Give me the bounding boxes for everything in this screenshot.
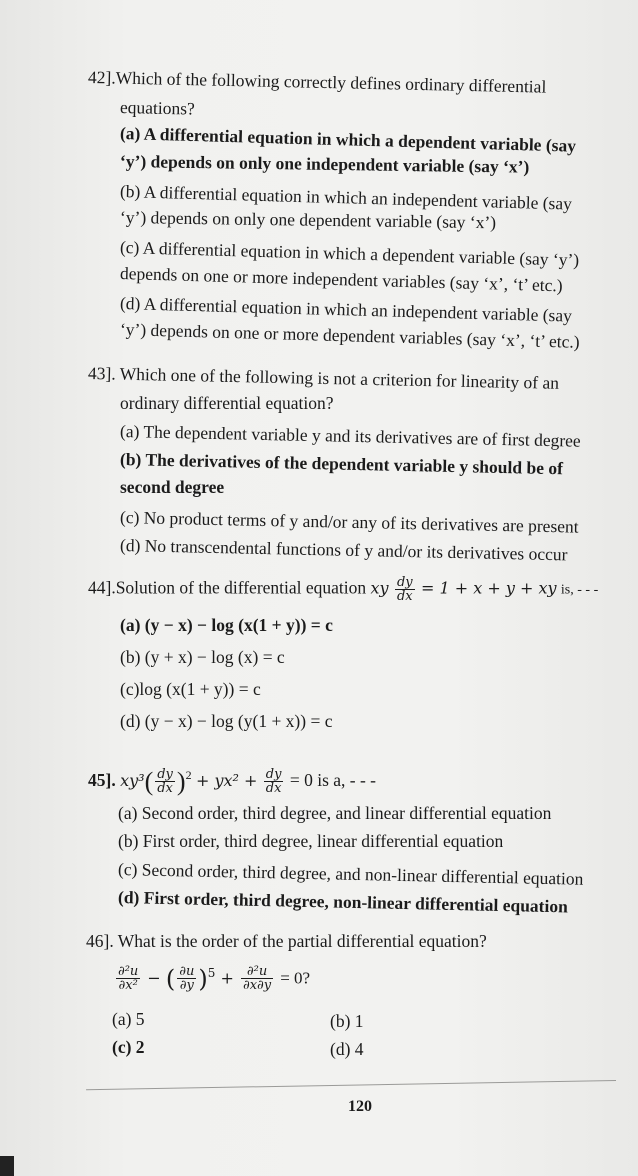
q46-fraction-1 — [116, 965, 140, 992]
q45-derivative-fraction — [155, 768, 175, 795]
q42-option-b-line1: (b) A differential equation in which an independent variable (say — [119, 181, 573, 214]
q42-stem-line1: 42].Which of the following correctly defines ordinary differential — [87, 67, 547, 97]
q45-term1: xy³ — [120, 770, 145, 790]
q45-number: 45]. — [88, 769, 116, 790]
q46-fraction-2 — [177, 965, 196, 992]
q42-option-d-line1: (d) A differential equation in which an independent variable (say — [119, 293, 573, 326]
q43-option-d: (d) No transcendental functions of y and/or its derivatives occur — [119, 535, 568, 565]
q45-second-fraction — [264, 768, 284, 795]
q46-rhs: = 0? — [280, 968, 311, 988]
q43-stem-line2: ordinary differential equation? — [120, 393, 334, 413]
q46-option-c: (c) 2 — [112, 1037, 145, 1057]
q46-option-d: (d) 4 — [330, 1039, 364, 1059]
q45-power: 2 — [185, 768, 192, 782]
q44-fraction-denominator: dx — [396, 589, 413, 604]
q46-option-b: (b) 1 — [330, 1011, 364, 1031]
q45-close-paren: ) — [176, 766, 186, 796]
q46-open-paren: ( — [165, 964, 176, 993]
q42-option-b-line2: ‘y’) depends on only one dependent variable (say ‘x’) — [119, 207, 497, 233]
q45-fraction-denominator: dx — [157, 781, 173, 797]
q45-stem — [88, 764, 376, 795]
q44-option-a: (a) (y − x) − log (x(1 + y)) = c — [120, 615, 333, 635]
q46-fraction-1-numerator: ∂²u — [118, 964, 139, 980]
q46-fraction-2-denominator: ∂y — [179, 978, 194, 994]
q45-open-paren: ( — [144, 766, 154, 796]
q45-option-a: (a) Second order, third degree, and linear differential equation — [118, 803, 552, 823]
page-corner-shadow — [0, 1156, 14, 1176]
footer-rule — [86, 1080, 616, 1090]
q42-option-a-line1: (a) A differential equation in which a dependent variable (say — [119, 123, 577, 156]
q44-option-d: (d) (y − x) − log (y(1 + x)) = c — [120, 711, 333, 731]
q46-option-a: (a) 5 — [112, 1009, 145, 1029]
q44-option-c: (c)log (x(1 + y)) = c — [120, 679, 261, 699]
q45-option-d: (d) First order, third degree, non-linear differential equation — [117, 887, 569, 917]
q46-fraction-1-denominator: ∂x² — [118, 978, 138, 994]
q46-plus-sign: + — [220, 968, 234, 988]
q43-option-c: (c) No product terms of y and/or any of its derivatives are present — [119, 507, 579, 537]
q45-term2: + yx² + — [195, 770, 258, 790]
q45-second-numerator: dy — [265, 767, 282, 783]
q46-fraction-3 — [241, 965, 273, 992]
q44-stem-lhs: xy — [370, 578, 389, 598]
q46-power: 5 — [207, 966, 216, 980]
q44-fraction-numerator: dy — [396, 575, 413, 590]
q46-fraction-3-numerator: ∂²u — [241, 965, 273, 979]
q46-close-paren: ) — [198, 964, 208, 993]
q45-second-denominator: dx — [265, 781, 282, 797]
q42-option-c-line1: (c) A differential equation in which a dependent variable (say ‘y’) — [119, 237, 580, 270]
q46-equation — [114, 962, 310, 992]
q43-option-a: (a) The dependent variable y and its derivatives are of first degree — [119, 421, 581, 451]
q46-fraction-3-denominator: ∂x∂y — [243, 978, 272, 994]
q46-fraction-2-numerator: ∂u — [179, 964, 195, 980]
q44-stem-suffix: is, - - - — [560, 582, 599, 598]
q46-minus-sign: − — [147, 968, 161, 988]
q42-option-a-line2: ‘y’) depends on only one independent variable (say ‘x’) — [119, 151, 530, 177]
q42-stem-line2: equations? — [119, 97, 196, 119]
q45-term3: = 0 is a, - - - — [289, 769, 377, 790]
q46-stem: 46]. What is the order of the partial differential equation? — [86, 931, 487, 951]
q43-option-b-line2: second degree — [120, 477, 225, 497]
q42-option-c-line2: depends on one or more independent variables (say ‘x’, ‘t’ etc.) — [119, 263, 563, 296]
q44-stem-rhs: = 1 + x + y + xy — [421, 578, 557, 598]
page-number: 120 — [348, 1098, 372, 1115]
q45-option-c: (c) Second order, third degree, and non-linear differential equation — [117, 859, 584, 889]
q44-stem — [88, 576, 598, 603]
q44-stem-prefix: 44].Solution of the differential equation — [88, 577, 367, 598]
q43-option-b-line1: (b) The derivatives of the dependent variable y should be of — [119, 449, 564, 479]
q44-option-b: (b) (y + x) − log (x) = c — [120, 647, 285, 667]
q45-fraction-numerator: dy — [157, 767, 173, 783]
q44-derivative-fraction — [395, 576, 415, 603]
q42-option-d-line2: ‘y’) depends on one or more dependent variables (say ‘x’, ‘t’ etc.) — [119, 319, 580, 352]
q45-option-b: (b) First order, third degree, linear differential equation — [118, 831, 504, 851]
q43-stem-line1: 43]. Which one of the following is not a criterion for linearity of an — [87, 363, 560, 393]
